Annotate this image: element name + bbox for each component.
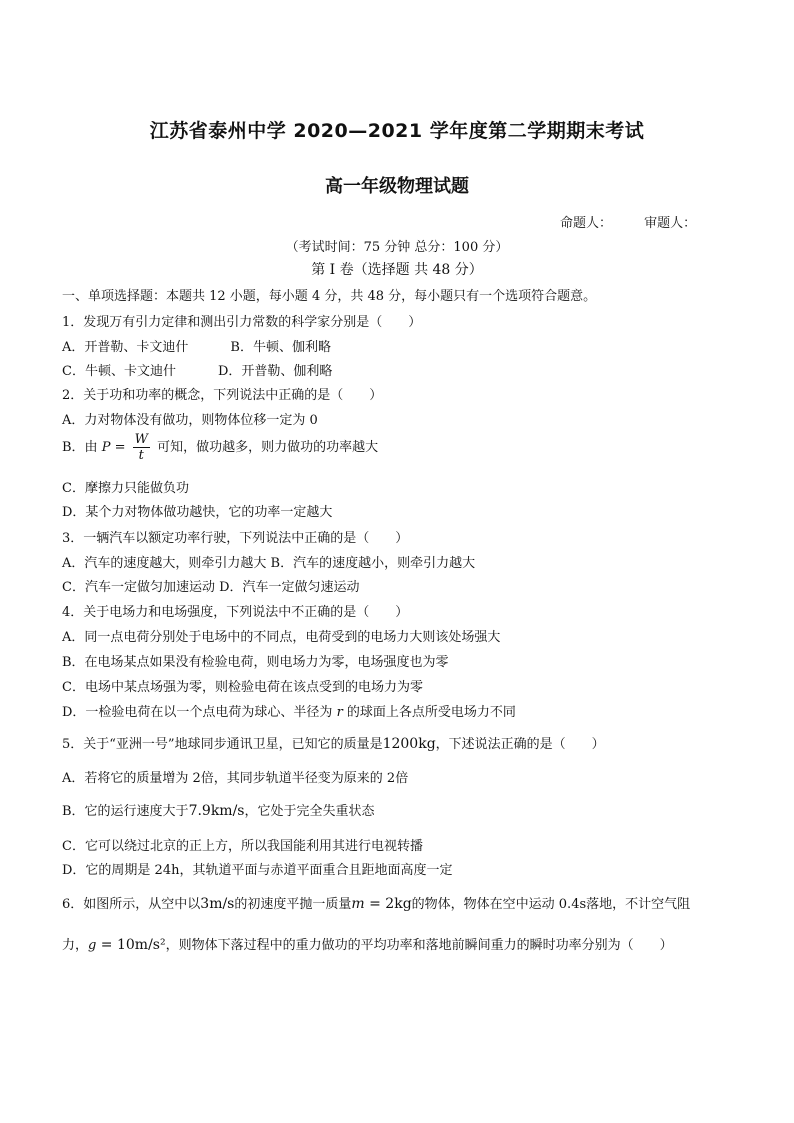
q5-option-b <box>62 800 375 819</box>
q2-stem: 2．关于功和功率的概念，下列说法中正确的是（ ） <box>62 388 383 403</box>
q2-b-power-symbol: P <box>101 440 111 455</box>
q1-option-b: B．牛顿、伽利略 <box>230 340 331 355</box>
q6-line1 <box>62 893 690 912</box>
authors-line <box>560 212 724 231</box>
author-reviewer: 审题人： <box>644 216 697 231</box>
q3-options-ab: A．汽车的速度越大，则牵引力越大 B．汽车的速度越小，则牵引力越大 <box>62 556 476 571</box>
q1-options-cd <box>62 360 332 379</box>
q1-options-ab <box>62 336 331 355</box>
q5-mass-value: 1200kg <box>382 736 436 752</box>
section-heading: 一、单项选择题：本题共 12 小题，每小题 4 分，共 48 分，每小题只有一个选项符合题意。 <box>62 289 597 304</box>
q2-option-a: A．力对物体没有做功，则物体位移一定为 0 <box>62 413 318 428</box>
q3-stem: 3．一辆汽车以额定功率行驶，下列说法中正确的是（ ） <box>62 531 409 546</box>
q6-gravity-value: = 10m/s² <box>96 937 166 953</box>
q2-b-prefix: B．由 <box>62 440 102 455</box>
q4-d-suffix: 的球面上各点所受电场力不同 <box>342 705 516 720</box>
q4-d-prefix: D．一检验电荷在以一个点电荷为球心、半径为 <box>62 705 337 720</box>
q5-stem <box>62 733 605 752</box>
q6-gravity-symbol: g <box>88 938 97 953</box>
q6-l2-suffix: ，则物体下落过程中的重力做功的平均功率和落地前瞬间重力的瞬时功率分别为（ ） <box>165 938 673 953</box>
q5-stem-prefix: 5．关于“亚洲一号”地球同步通讯卫星，已知它的质量是 <box>62 737 383 752</box>
q4-d-radius: r <box>336 705 343 720</box>
q6-l2-prefix: 力， <box>62 938 89 953</box>
q6-mass-symbol: m <box>351 896 365 912</box>
q1-stem: 1．发现万有引力定律和测出引力常数的科学家分别是（ ） <box>62 315 422 330</box>
q4-option-a: A．同一点电荷分别处于电场中的不同点，电荷受到的电场力大则该处场强大 <box>62 630 501 645</box>
q5-option-a: A．若将它的质量增为 2倍，其同步轨道半径变为原来的 2倍 <box>62 771 409 786</box>
q6-line2 <box>62 934 673 953</box>
q5-b-prefix: B．它的运行速度大于 <box>62 804 189 819</box>
q5-stem-suffix: ，下述说法正确的是（ ） <box>435 737 605 752</box>
volume-heading: 第 I 卷（选择题 共 48 分） <box>311 262 483 278</box>
q5-option-c: C．它可以绕过北京的正上方，所以我国能利用其进行电视转播 <box>62 839 423 854</box>
q1-option-c: C．牛顿、卡文迪什 <box>62 364 176 379</box>
q4-option-c: C．电场中某点场强为零，则检验电荷在该点受到的电场力为零 <box>62 680 423 695</box>
q2-option-d: D．某个力对物体做功越快，它的功率一定越大 <box>62 505 333 520</box>
q6-mass-value: = 2kg <box>364 896 412 912</box>
author-setter: 命题人： <box>560 216 613 231</box>
q2-b-fraction <box>133 432 150 463</box>
q6-l1-prefix: 6．如图所示，从空中以 <box>62 897 201 912</box>
q5-b-speed: 7.9km/s <box>188 803 245 819</box>
q2-option-b <box>62 432 378 463</box>
exam-info: （考试时间：75 分钟 总分：100 分） <box>285 240 509 255</box>
exam-title: 江苏省泰州中学 2020—2021 学年度第二学期期末考试 <box>149 120 645 142</box>
q5-option-d: D．它的周期是 24h，其轨道平面与赤道平面重合且距地面高度一定 <box>62 863 453 878</box>
exam-subtitle: 高一年级物理试题 <box>325 176 469 197</box>
q2-b-denominator: t <box>138 448 144 463</box>
q2-b-equals: = <box>110 440 130 455</box>
q2-b-numerator: W <box>134 432 148 447</box>
q4-stem: 4．关于电场力和电场强度，下列说法中不正确的是（ ） <box>62 605 409 620</box>
q1-option-a: A．开普勒、卡文迪什 <box>62 340 189 355</box>
q4-option-d <box>62 701 516 720</box>
q5-b-suffix: ，它处于完全失重状态 <box>244 804 375 819</box>
q1-option-d: D．开普勒、伽利略 <box>217 364 333 379</box>
q6-initial-velocity: 3m/s <box>200 896 235 912</box>
q6-l1-mid: 的初速度平抛一质量 <box>234 897 352 912</box>
q4-option-b: B．在电场某点如果没有检验电荷，则电场力为零，电场强度也为零 <box>62 655 449 670</box>
q2-b-suffix: 可知，做功越多，则力做功的功率越大 <box>152 440 379 455</box>
q3-options-cd: C．汽车一定做匀加速运动 D．汽车一定做匀速运动 <box>62 580 360 595</box>
q2-option-c: C．摩擦力只能做负功 <box>62 481 189 496</box>
q6-l1-suffix: 的物体，物体在空中运动 0.4s落地，不计空气阻 <box>411 897 691 912</box>
